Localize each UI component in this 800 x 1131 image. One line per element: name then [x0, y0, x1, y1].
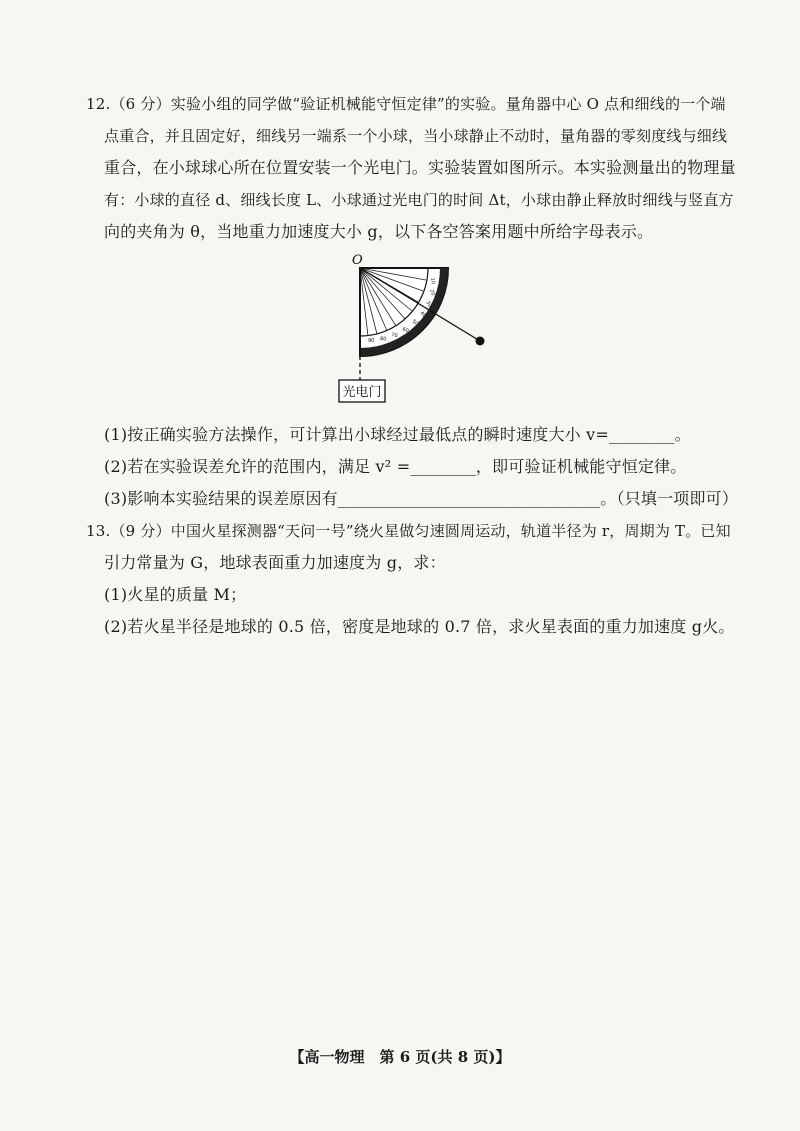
point-o-label: O: [352, 253, 363, 268]
q12-sub-1: (1)按正确实验方法操作，可计算出小球经过最低点的瞬时速度大小 v=________。: [104, 425, 691, 444]
svg-text:60: 60: [401, 326, 410, 335]
q13-sub-2: (2)若火星半径是地球的 0.5 倍，密度是地球的 0.7 倍，求火星表面的重力加速度 g火。: [104, 617, 735, 636]
svg-text:50: 50: [410, 318, 420, 328]
pendulum-ball: [476, 337, 485, 346]
svg-text:90: 90: [368, 338, 375, 344]
photogate-label: 光电门: [342, 385, 382, 400]
q13-line-1: 13.（9 分）中国火星探测器“天问一号”绕火星做匀速圆周运动，轨道半径为 r，周期为 T。已知: [86, 522, 731, 540]
q12-line-5: 向的夹角为 θ，当地重力加速度大小 g，以下各空答案用题中所给字母表示。: [104, 222, 654, 241]
q12-line-2: 点重合，并且固定好，细线另一端系一个小球，当小球静止不动时，量角器的零刻度线与细线: [104, 127, 728, 145]
svg-text:40: 40: [418, 310, 428, 319]
q12-line-1: 12.（6 分）实验小组的同学做“验证机械能守恒定律”的实验。量角器中心 O 点和细线的一个端: [86, 95, 726, 113]
svg-text:70: 70: [390, 332, 399, 340]
q12-line-4: 有：小球的直径 d、细线长度 L、小球通过光电门的时间 Δt，小球由静止释放时细线与竖直方: [104, 191, 734, 209]
svg-text:20: 20: [428, 288, 436, 297]
q13-sub-1: (1)火星的质量 M；: [104, 585, 247, 604]
q12-line-3: 重合，在小球球心所在位置安装一个光电门。实验装置如图所示。本实验测量出的物理量: [104, 158, 736, 177]
svg-text:30: 30: [424, 299, 433, 309]
q12-sub-3: (3)影响本实验结果的误差原因有________________________________。（只填一项即可）: [104, 489, 739, 508]
q12-sub-2: (2)若在实验误差允许的范围内，满足 v² =________，即可验证机械能守恒定律。: [104, 457, 687, 476]
protractor-diagram: [330, 252, 500, 412]
svg-text:80: 80: [379, 336, 387, 343]
svg-text:10: 10: [429, 277, 437, 285]
experiment-figure: [330, 252, 500, 412]
page-footer: 【高一物理 第 6 页(共 8 页)】: [289, 1048, 511, 1066]
q13-line-2: 引力常量为 G，地球表面重力加速度为 g，求：: [104, 553, 446, 572]
